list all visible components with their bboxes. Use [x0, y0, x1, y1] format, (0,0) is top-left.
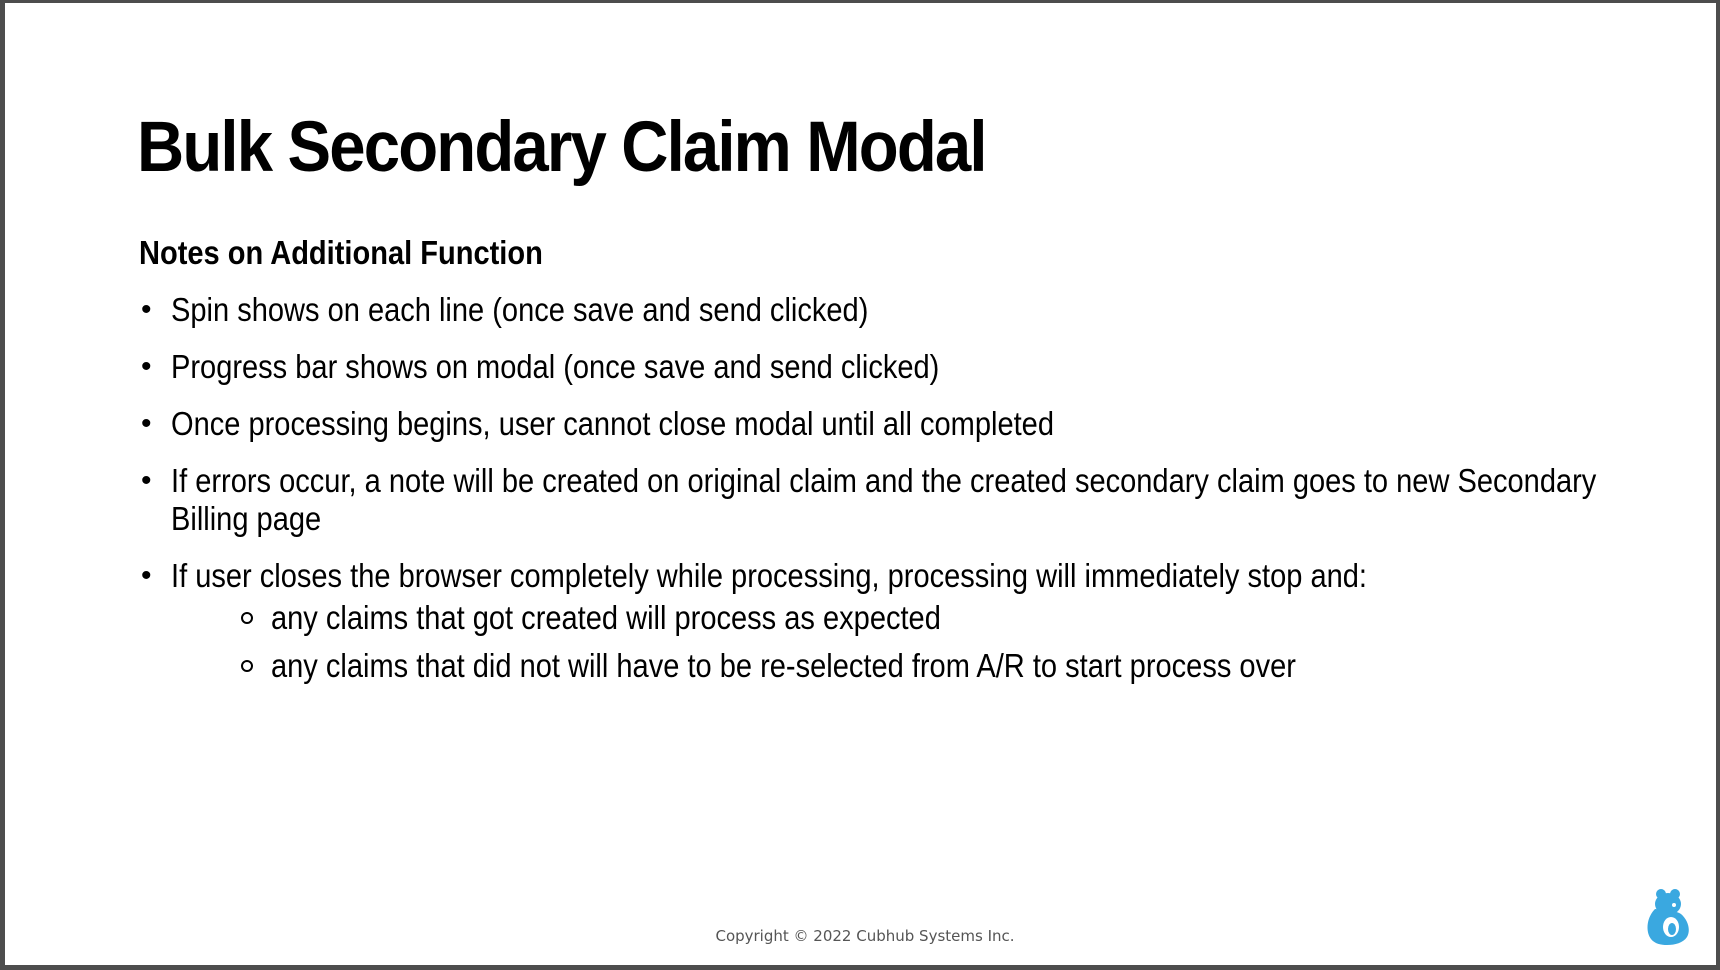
slide-subtitle: Notes on Additional Function [139, 234, 543, 271]
bullet-item [139, 462, 1699, 538]
hollow-circle-bullet-icon [241, 612, 253, 624]
sub-bullet-text: any claims that did not will have to be re-selected from A/R to start process over [271, 647, 1296, 684]
sub-bullet-list [171, 599, 1699, 685]
bullet-marker: • [141, 293, 152, 326]
bullet-text: Once processing begins, user cannot close modal until all completed [171, 405, 1054, 442]
sub-bullet-text: any claims that got created will process as expected [271, 599, 941, 636]
bullet-item [139, 405, 1699, 443]
bullet-marker: • [141, 464, 152, 497]
bullet-item [139, 291, 1699, 329]
bear-cub-icon [1641, 887, 1693, 947]
sub-bullet-item [241, 647, 1699, 685]
bullet-text: Spin shows on each line (once save and send clicked) [171, 291, 869, 328]
bullet-text: If user closes the browser completely while processing, processing will immediately stop and: [171, 557, 1368, 594]
copyright-footer: Copyright © 2022 Cubhub Systems Inc. [715, 927, 1015, 945]
bullet-marker: • [141, 407, 152, 440]
bullet-marker: • [141, 559, 152, 592]
hollow-circle-bullet-icon [241, 660, 253, 672]
bullet-item [139, 557, 1699, 685]
bullet-text: Progress bar shows on modal (once save and send clicked) [171, 348, 940, 385]
bullet-list [139, 291, 1699, 704]
bullet-marker: • [141, 350, 152, 383]
sub-bullet-item [241, 599, 1699, 637]
bullet-text: If errors occur, a note will be created on original claim and the created secondary claim goes to new Secondary Billing page [171, 462, 1597, 537]
slide-title: Bulk Secondary Claim Modal [137, 108, 986, 187]
bullet-item [139, 348, 1699, 386]
